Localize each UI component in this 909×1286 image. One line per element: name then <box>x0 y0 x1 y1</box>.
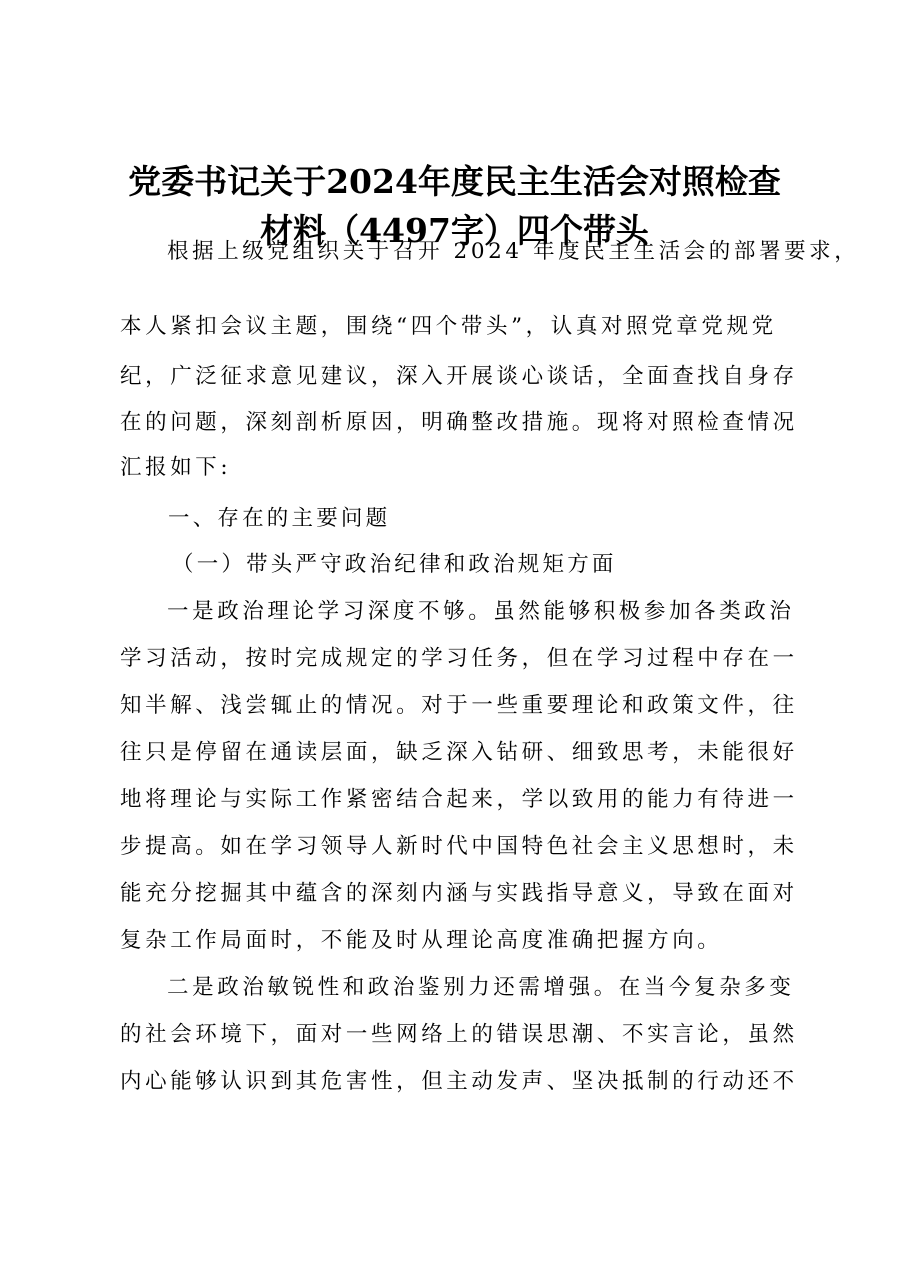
paragraph1-line-4: 往只是停留在通读层面，缺乏深入钻研、细致思考，未能很好 <box>120 740 798 765</box>
paragraph1-line-3: 知半解、浅尝辄止的情况。对于一些重要理论和政策文件，往 <box>120 693 798 718</box>
section-heading: 一、存在的主要问题 <box>168 506 391 531</box>
intro-line-2: 本人紧扣会议主题，围绕“四个带头”，认真对照党章党规党 <box>120 314 777 339</box>
paragraph1-line-1: 一是政治理论学习深度不够。虽然能够积极参加各类政治 <box>167 599 795 624</box>
paragraph2-line-2: 的社会环境下，面对一些网络上的错误思潮、不实言论，虽然 <box>120 1022 798 1047</box>
subsection-heading: （一）带头严守政治纪律和政治规矩方面 <box>172 552 617 577</box>
document-title-line-1: 党委书记关于2024年度民主生活会对照检查 <box>128 162 781 201</box>
intro-line-4: 在的问题，深刻剖析原因，明确整改措施。现将对照检查情况 <box>120 410 798 435</box>
document-title-line-2: 材料（4497字）四个带头 <box>260 211 649 250</box>
intro-line-5: 汇报如下: <box>120 455 232 480</box>
paragraph1-line-5: 地将理论与实际工作紧密结合起来，学以致用的能力有待进一 <box>120 787 798 812</box>
paragraph1-line-8: 复杂工作局面时，不能及时从理论高度准确把握方向。 <box>120 928 723 953</box>
paragraph2-line-1: 二是政治敏锐性和政治鉴别力还需增强。在当今复杂多变 <box>167 975 795 1000</box>
paragraph1-line-6: 步提高。如在学习领导人新时代中国特色社会主义思想时，未 <box>120 834 798 859</box>
paragraph2-line-3: 内心能够认识到其危害性，但主动发声、坚决抵制的行动还不 <box>120 1069 798 1094</box>
paragraph1-line-2: 学习活动，按时完成规定的学习任务，但在学习过程中存在一 <box>120 646 798 671</box>
paragraph1-line-7: 能充分挖掘其中蕴含的深刻内涵与实践指导意义，导致在面对 <box>120 881 798 906</box>
intro-line-1: 根据上级党组织关于召开 2024 年度民主生活会的部署要求， <box>167 239 860 264</box>
intro-line-3: 纪，广泛征求意见建议，深入开展谈心谈话，全面查找自身存 <box>120 364 798 389</box>
